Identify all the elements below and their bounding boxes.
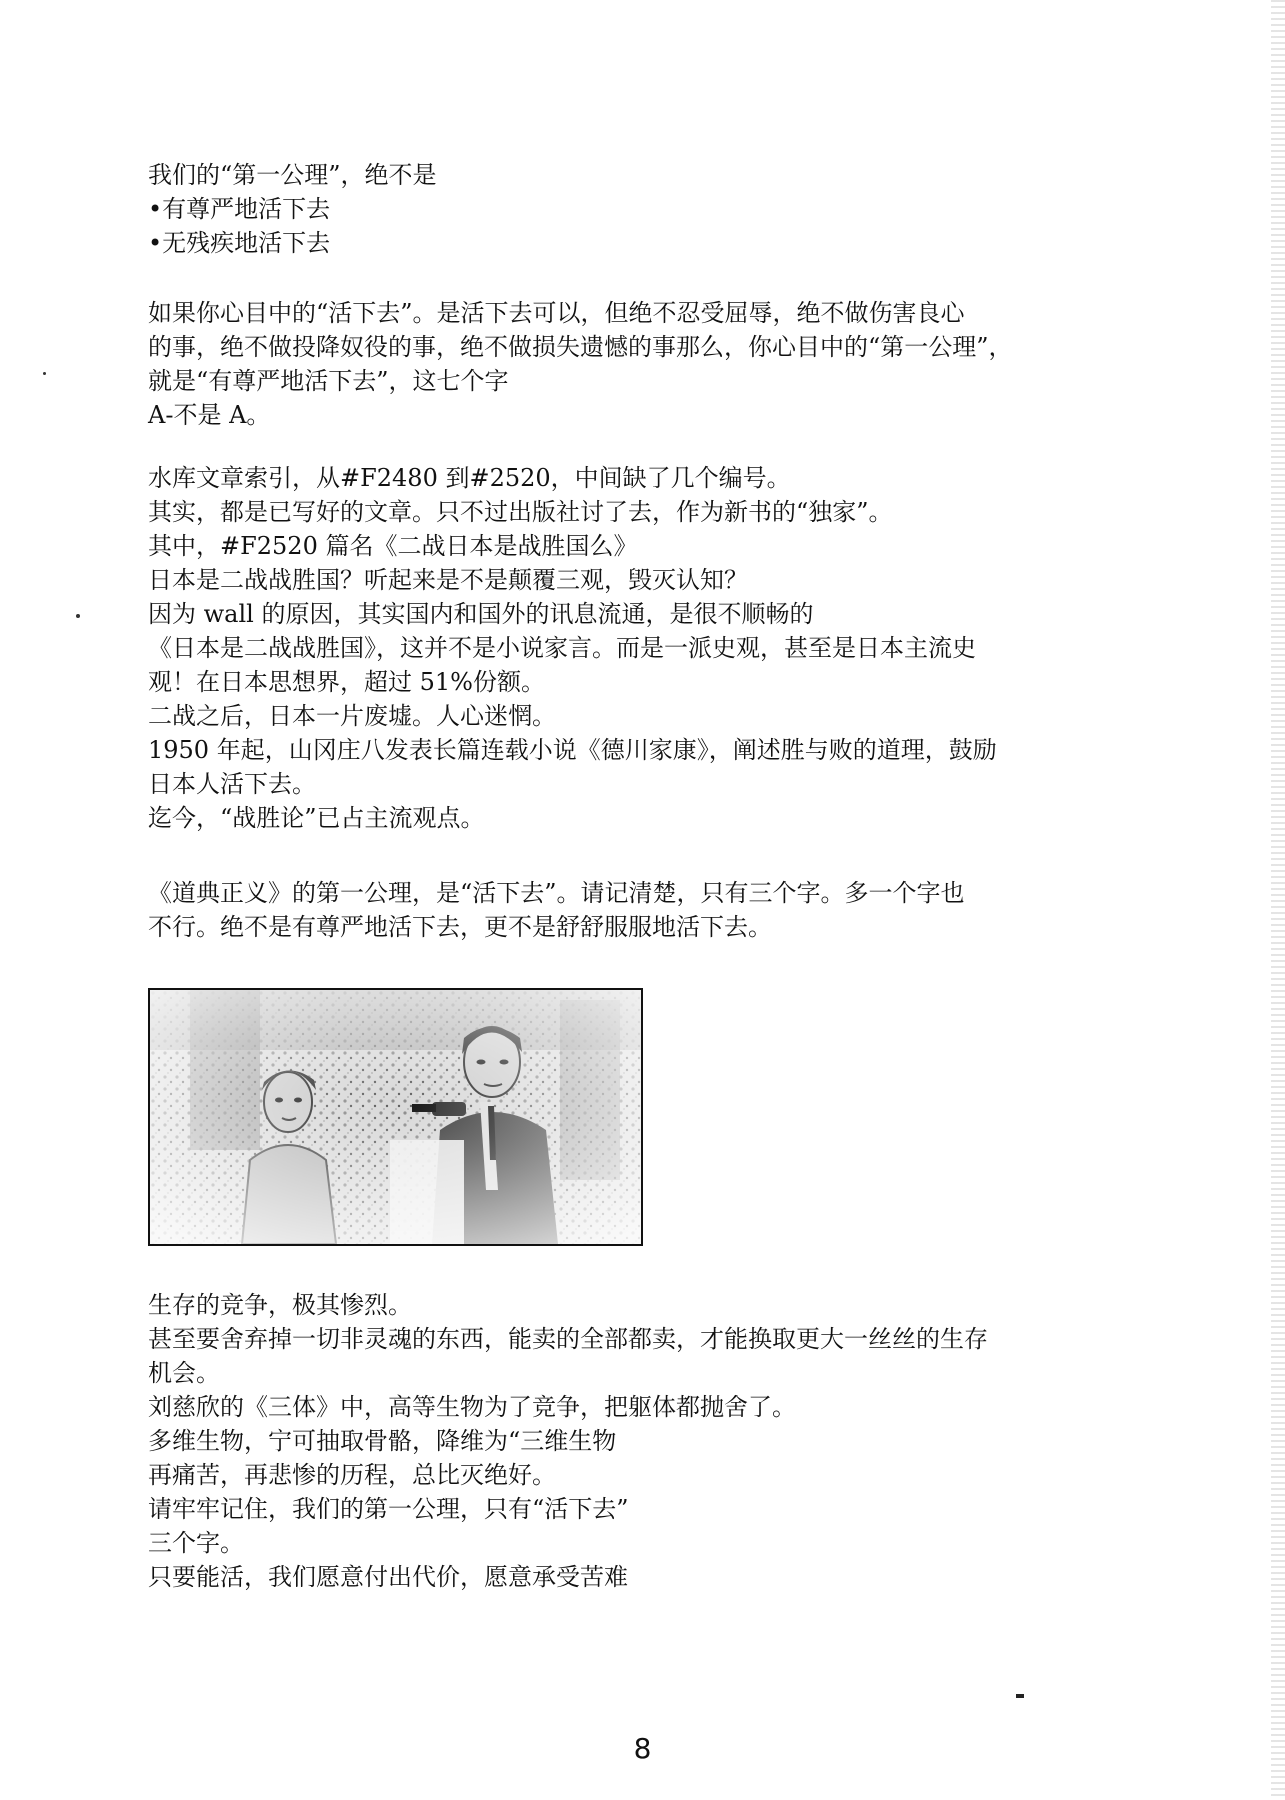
text-line: 不行。绝不是有尊严地活下去，更不是舒舒服服地活下去。 [148, 913, 772, 941]
text-line: 迄今，“战胜论”已占主流观点。 [148, 804, 485, 832]
text-line: 的事，绝不做投降奴役的事，绝不做损失遗憾的事那么，你心目中的“第一公理”， [148, 333, 1013, 361]
text-line: •无残疾地活下去 [148, 229, 331, 257]
text-line: 我们的“第一公理”，绝不是 [148, 161, 437, 189]
paragraph-dao-dian [148, 876, 1128, 944]
text-line: 生存的竞争，极其惨烈。 [148, 1291, 412, 1319]
text-line: 其实，都是已写好的文章。只不过出版社讨了去，作为新书的“独家”。 [148, 498, 893, 526]
text-line: 因为 wall 的原因，其实国内和国外的讯息流通，是很不顺畅的 [148, 600, 814, 628]
text-line: 甚至要舍弃掉一切非灵魂的东西，能卖的全部都卖，才能换取更大一丝丝的生存 [148, 1325, 988, 1353]
text-line: A-不是 A。 [148, 401, 271, 429]
photo-illustration [150, 990, 641, 1244]
text-line: 日本人活下去。 [148, 770, 316, 798]
scan-mark [1016, 1694, 1024, 1698]
scan-edge-artifact [1271, 0, 1285, 1800]
text-line: 水库文章索引，从#F2480 到#2520，中间缺了几个编号。 [148, 464, 791, 492]
text-line: 1950 年起，山冈庄八发表长篇连载小说《德川家康》，阐述胜与败的道理，鼓励 [148, 736, 997, 764]
text-line: 二战之后，日本一片废墟。人心迷惘。 [148, 702, 556, 730]
text-line: 多维生物，宁可抽取骨骼，降维为“三维生物 [148, 1427, 617, 1455]
paragraph-alive-definition [148, 296, 1128, 432]
text-line: 只要能活，我们愿意付出代价，愿意承受苦难 [148, 1563, 628, 1591]
text-line: 《道典正义》的第一公理，是“活下去”。请记清楚，只有三个字。多一个字也 [148, 879, 965, 907]
text-line: 请牢牢记住，我们的第一公理，只有“活下去” [148, 1495, 629, 1523]
text-line: 就是“有尊严地活下去”，这七个字 [148, 367, 509, 395]
text-line: •有尊严地活下去 [148, 195, 331, 223]
paragraph-article-index [148, 461, 1128, 835]
text-line: 日本是二战战胜国？听起来是不是颠覆三观，毁灭认知？ [148, 566, 748, 594]
page-number: 8 [633, 1732, 652, 1765]
text-line: 再痛苦，再悲惨的历程，总比灭绝好。 [148, 1461, 556, 1489]
text-line: 机会。 [148, 1359, 220, 1387]
text-line: 其中，#F2520 篇名《二战日本是战胜国么》 [148, 532, 638, 560]
text-line: 刘慈欣的《三体》中，高等生物为了竞争，把躯体都抛舍了。 [148, 1393, 796, 1421]
scan-speck [43, 372, 46, 375]
text-line: 观！在日本思想界，超过 51%份额。 [148, 668, 545, 696]
text-line: 《日本是二战战胜国》，这并不是小说家言。而是一派史观，甚至是日本主流史 [148, 634, 976, 662]
text-line: 如果你心目中的“活下去”。是活下去可以，但绝不忍受屈辱，绝不做伤害良心 [148, 299, 965, 327]
scan-speck [76, 614, 80, 618]
paragraph-survival [148, 1288, 1128, 1594]
film-still-photo [148, 988, 643, 1246]
text-line: 三个字。 [148, 1529, 244, 1557]
paragraph-first-axiom [148, 158, 1128, 260]
